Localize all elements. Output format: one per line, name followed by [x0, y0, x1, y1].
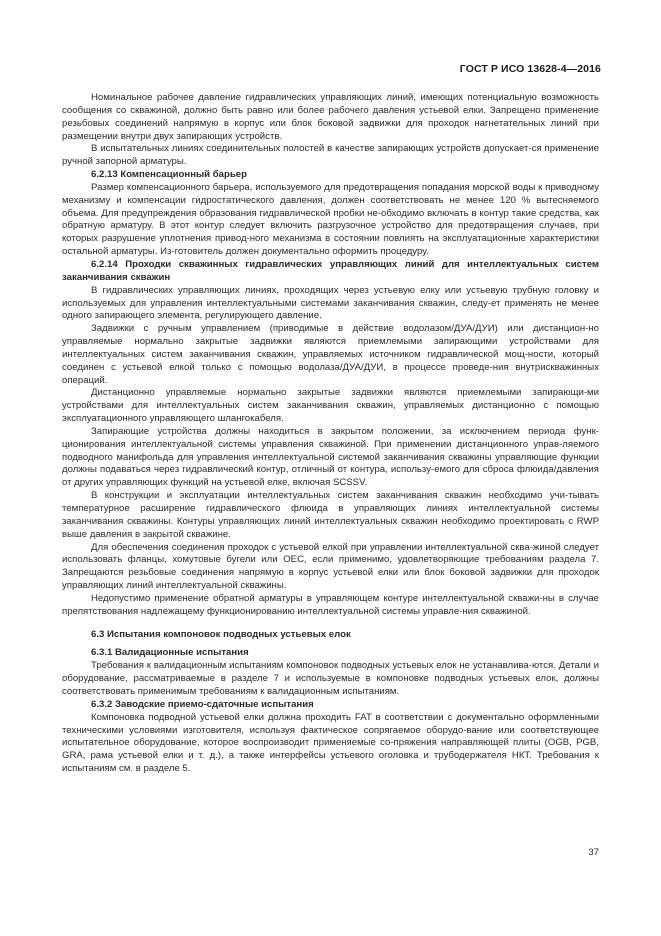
paragraph: Задвижки с ручным управлением (приводимые в действие водолазом/ДУА/ДУИ) или дистанцион-но управляемые нормально закрытые задвижки являются приемлемыми запирающими устройствами для интеллектуальных систем заканчивания скважин, управляемых источником гидравлической мощ-ности, который соединен с устьевой елкой только с помощью водолаза/ДУА/ДУИ, в процессе проведе-ния внутрискважинных операций. [62, 323, 599, 386]
paragraph: В испытательных линиях соединительных полостей в качестве запирающих устройств допускает-ся применение ручной запорной арматуры. [62, 143, 599, 168]
section-heading-6-3-2: 6.3.2 Заводские приемо-сдаточные испытания [91, 698, 314, 710]
paragraph: Требования к валидационным испытаниям компоновок подводных устьевых елок не устанавлива-ются. Детали и оборудование, рассматриваемые в разделе 7 и используемые в компоновке подводных устьевых елок, должны соответствовать применимым требованиям к валидационным испытаниям. [62, 660, 599, 697]
paragraph: Компоновка подводной устьевой елки должна проходить FAT в соответствии с документально оформленными техническими условиями изготовителя, используя фактическое сопрягаемое оборудо-вание или соответствующее испытательное оборудование, которое воспроизводит применяемые со-пряжения направляющей плиты (OGB, PGB, GRA, рама устьевой елки и т. д.), а также интерфейсы устьевого оголовка и трубодержателя НКТ. Требования к испытаниям см. в разделе 5. [62, 711, 599, 775]
section-heading-6-2-14: 6.2.14 Проходки скважинных гидравлических управляющих линий для интеллектуальных систем заканчивания скважин [62, 258, 599, 283]
section-heading-6-3: 6.3 Испытания компоновок подводных устьевых елок [91, 628, 351, 640]
section-heading-6-2-13: 6.2.13 Компенсационный барьер [91, 169, 247, 181]
paragraph: Размер компенсационного барьера, используемого для предотвращения попадания морской воды к приводному механизму и компенсации гидростатического давления, должен соответствовать не менее 120 % вытесняемого объема. Для предупреждения образования гидравлической пробки не-обходимо включать в контур такие средства, как обратную арматуру. В этот контур следует включить разгрузочное устройство для предотвращения случаев, при которых разрушение уплотнения привод-ного механизма в состоянии повлиять на эксплуатационные характеристики остальной арматуры. Из-готовитель должен документально оформить процедуру. [62, 181, 599, 258]
page-number: 37 [588, 847, 599, 858]
paragraph: Недопустимо применение обратной арматуры в управляющем контуре интеллектуальной скважи-ны в случае препятствования надлежащему функционированию интеллектуальной системы управле-ния скважиной. [62, 592, 599, 617]
page-content [62, 92, 599, 776]
paragraph: В гидравлических управляющих линиях, проходящих через устьевую елку или устьевую трубную головку и используемых для управления интеллектуальными системами заканчивания скважин, следу-ет применять не менее одного запирающего элемента, регулирующего давление. [62, 284, 599, 322]
paragraph: Дистанционно управляемые нормально закрытые задвижки являются приемлемыми запирающи-ми устройствами для интеллектуальных систем заканчивания скважин, управляемых дистанционно с помощью эксплуатационного управляющего шлангокабеля. [62, 387, 599, 425]
standard-designation: ГОСТ Р ИСО 13628-4—2016 [459, 63, 601, 75]
paragraph: Номинальное рабочее давление гидравлических управляющих линий, имеющих потенциальную возможность сообщения со скважиной, должно быть равно или более рабочего давления устьевой елки. Запрещено применение резьбовых соединений напрямую в корпус или блок боковой задвижки для проходок нагнетательных линий при размещении внутри двух запирающих устройств. [62, 92, 599, 142]
paragraph: Для обеспечения соединения проходок с устьевой елкой при управлении интеллектуальной сква-жиной следует использовать фланцы, хомутовые бугели или OEC, если применимо, удовлетворяющие требованиям раздела 7. Запрещаются резьбовые соединения напрямую в корпус устьевой елки или блок боковой задвижки для проходок управляющих линий интеллектуальной скважины. [62, 541, 599, 592]
paragraph: В конструкции и эксплуатации интеллектуальных систем заканчивания скважин необходимо учи-тывать температурное расширение гидравлического флюида в управляющих линиях интеллектуальной системы заканчивания скважины. Контуры управляющих линий интеллектуальных скважин необходимо проектировать с RWP выше давления в закрытой скважине. [62, 490, 599, 540]
section-heading-6-3-1: 6.3.1 Валидационные испытания [91, 647, 249, 659]
paragraph: Запирающие устройства должны находиться в закрытом положении, за исключением периода функ-ционирования интеллектуальной системы управления скважиной. При применении дистанционного управ-ляемого подводного манифольда для управления интеллектуальной системой заканчивания скважины управляющие функции должны подаваться через гидравлический контур, отличный от контура, использу-емого для сброса флюида/давления от других управляющих функций на устьевой елке, включая SCSSV. [62, 425, 599, 489]
